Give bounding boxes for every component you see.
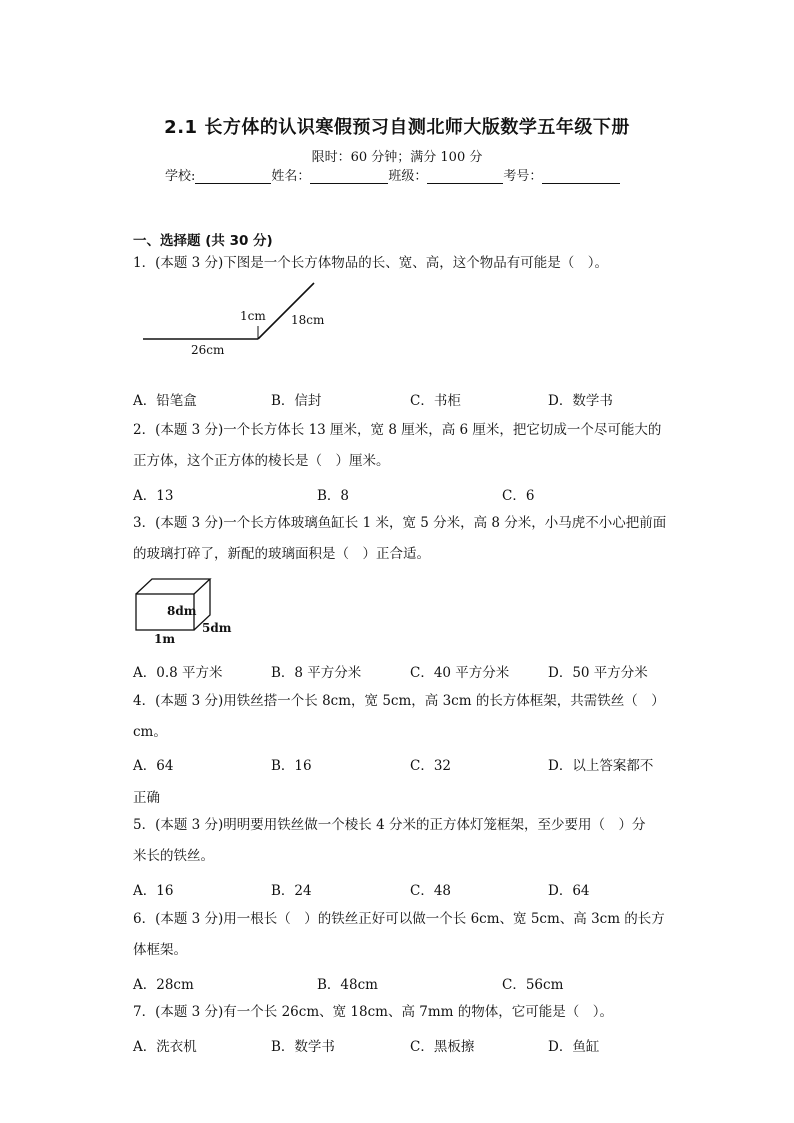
q3-height-label: 8dm bbox=[167, 604, 197, 618]
section-heading: 一、选择题 (共 30 分) bbox=[133, 233, 273, 249]
name-blank bbox=[310, 169, 388, 184]
q5-option-a[interactable]: A．16 bbox=[133, 883, 174, 899]
name-label: 姓名： bbox=[271, 169, 311, 184]
question-1-options bbox=[133, 389, 673, 409]
question-5-text bbox=[133, 810, 663, 872]
q1-dimension-figure bbox=[140, 280, 340, 360]
class-label: 班级： bbox=[388, 169, 428, 184]
q5-line-1: 5．(本题 3 分)明明要用铁丝做一个棱长 4 分米的正方体灯笼框架，至少要用（ ）分 bbox=[133, 817, 646, 833]
class-blank bbox=[427, 169, 503, 184]
q7-option-c[interactable]: C．黑板擦 bbox=[410, 1039, 475, 1055]
question-2-options bbox=[133, 484, 673, 504]
question-6-options bbox=[133, 973, 673, 993]
school-blank bbox=[195, 169, 271, 184]
q7-option-b[interactable]: B．数学书 bbox=[271, 1039, 335, 1055]
number-label: 考号： bbox=[503, 169, 543, 184]
q6-line-2: 体框架。 bbox=[133, 942, 187, 958]
q2-line-2: 正方体，这个正方体的棱长是（ ）厘米。 bbox=[133, 453, 390, 469]
q7-option-d[interactable]: D．鱼缸 bbox=[548, 1039, 600, 1055]
student-info-fields bbox=[165, 165, 620, 184]
q2-option-a[interactable]: A．13 bbox=[133, 488, 174, 504]
question-2-text bbox=[133, 415, 663, 477]
q4-line-1: 4．(本题 3 分)用铁丝搭一个长 8cm，宽 5cm，高 3cm 的长方体框架，共需铁丝（ ） bbox=[133, 693, 665, 709]
question-6-text bbox=[133, 904, 663, 966]
question-7-options bbox=[133, 1035, 673, 1055]
q1-option-c[interactable]: C．书柜 bbox=[410, 393, 461, 409]
q6-option-c[interactable]: C．56cm bbox=[502, 977, 564, 993]
q6-option-b[interactable]: B．48cm bbox=[317, 977, 378, 993]
q3-option-c[interactable]: C．40 平方分米 bbox=[410, 665, 510, 681]
q5-option-b[interactable]: B．24 bbox=[271, 883, 312, 899]
q4-option-d-continuation bbox=[133, 786, 673, 806]
q5-option-d[interactable]: D．64 bbox=[548, 883, 590, 899]
question-7-text: 7．(本题 3 分)有一个长 26cm、宽 18cm、高 7mm 的物体，它可能是（ ）。 bbox=[133, 1004, 613, 1020]
q3-option-d[interactable]: D．50 平方分米 bbox=[548, 665, 648, 681]
question-3-options bbox=[133, 661, 673, 681]
q2-option-b[interactable]: B．8 bbox=[317, 488, 350, 504]
q1-width-line bbox=[258, 283, 314, 339]
q4-option-d-wrap: 正确 bbox=[133, 790, 160, 806]
q1-option-d[interactable]: D．数学书 bbox=[548, 393, 613, 409]
q4-option-c[interactable]: C．32 bbox=[410, 758, 452, 774]
q1-height-label: 1cm bbox=[240, 309, 266, 323]
q3-top-face bbox=[136, 579, 210, 594]
number-blank bbox=[542, 169, 620, 184]
q7-option-a[interactable]: A．洗衣机 bbox=[133, 1039, 197, 1055]
page-title: 2.1 长方体的认识寒假预习自测北师大版数学五年级下册 bbox=[164, 117, 630, 138]
q3-fish-tank-figure bbox=[130, 574, 240, 646]
q6-line-1: 6．(本题 3 分)用一根长（ ）的铁丝正好可以做一个长 6cm、宽 5cm、高 3cm 的长方 bbox=[133, 911, 665, 927]
q4-option-a[interactable]: A．64 bbox=[133, 758, 174, 774]
q3-length-label: 1m bbox=[154, 632, 176, 646]
q1-length-label: 26cm bbox=[191, 343, 225, 357]
q3-width-label: 5dm bbox=[202, 621, 232, 635]
question-3-text bbox=[133, 508, 667, 570]
q1-option-b[interactable]: B．信封 bbox=[271, 393, 322, 409]
q5-line-2: 米长的铁丝。 bbox=[133, 848, 214, 864]
time-limit-subtitle: 限时：60 分钟；满分 100 分 bbox=[311, 150, 483, 165]
q4-line-2: cm。 bbox=[133, 724, 167, 740]
question-4-text bbox=[133, 686, 663, 748]
q3-line-1: 3．(本题 3 分)一个长方体玻璃鱼缸长 1 米，宽 5 分米，高 8 分米，小马虎不小心把前面 bbox=[133, 515, 667, 531]
question-4-options bbox=[133, 754, 673, 774]
q3-option-a[interactable]: A．0.8 平方米 bbox=[133, 665, 223, 681]
q3-line-2: 的玻璃打碎了，新配的玻璃面积是（ ）正合适。 bbox=[133, 546, 430, 562]
question-5-options bbox=[133, 879, 673, 899]
q4-option-b[interactable]: B．16 bbox=[271, 758, 312, 774]
q6-option-a[interactable]: A．28cm bbox=[133, 977, 194, 993]
school-label: 学校: bbox=[165, 169, 196, 184]
q2-line-1: 2．(本题 3 分)一个长方体长 13 厘米，宽 8 厘米，高 6 厘米，把它切成一个尽可能大的 bbox=[133, 422, 662, 438]
q5-option-c[interactable]: C．48 bbox=[410, 883, 452, 899]
question-1-text: 1．(本题 3 分)下图是一个长方体物品的长、宽、高，这个物品有可能是（ ）。 bbox=[133, 255, 609, 271]
q1-width-label: 18cm bbox=[291, 313, 325, 327]
q3-option-b[interactable]: B．8 平方分米 bbox=[271, 665, 362, 681]
q4-option-d[interactable]: D．以上答案都不 bbox=[548, 758, 654, 774]
q1-option-a[interactable]: A．铅笔盒 bbox=[133, 393, 197, 409]
q2-option-c[interactable]: C．6 bbox=[502, 488, 535, 504]
